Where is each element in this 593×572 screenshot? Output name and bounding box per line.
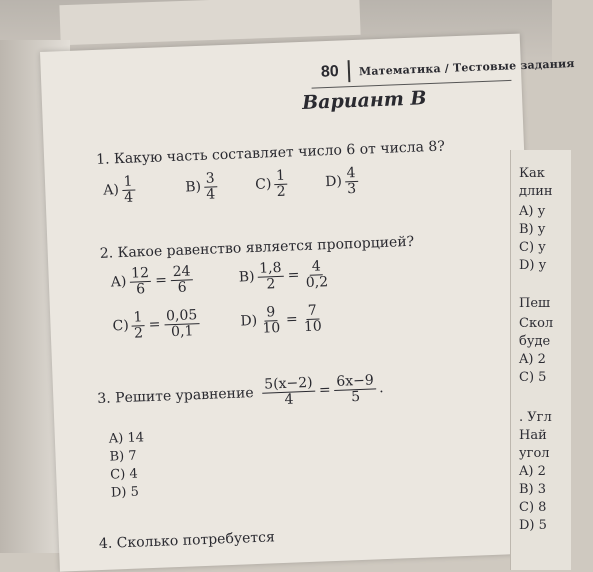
facing-line: C) 5 [519,370,547,385]
facing-line: D) 5 [519,518,547,533]
facing-page [510,150,571,570]
q2-option-a: A) $\frac{12}{6}$ = $\frac{24}{6}$ [110,264,196,298]
facing-line: Пеш [519,296,551,311]
facing-line: длин [519,184,553,199]
facing-line: Скол [519,316,554,331]
q1-option-c: C) $\frac{1}{2}$ [254,167,286,200]
facing-line: A) 2 [519,352,546,367]
facing-line: угол [519,446,550,461]
fraction: $\frac{3}{4}$ [205,170,216,203]
fraction: $\frac{1}{4}$ [123,173,134,206]
header-divider [347,60,350,82]
equation-right: $\frac{6x-9}{5}$ [334,373,377,405]
fraction: $\frac{4}{0,2}$ [305,258,329,291]
q1-option-d: D) $\frac{4}{3}$ [324,164,357,197]
fraction: $\frac{1}{2}$ [275,167,286,200]
facing-line: C) у [519,240,546,255]
question-1: 1. Какую часть составляет число 6 от числа 8? [95,138,446,168]
facing-line: C) 8 [519,500,547,515]
fraction: $\frac{1,8}{2}$ [257,261,284,292]
fraction: $\frac{4}{3}$ [346,164,357,197]
fraction: $\frac{0,05}{0,1}$ [164,308,200,340]
facing-line: D) у [519,258,547,273]
q3-answer-b: B) 7 [109,448,137,465]
textbook-page [40,34,575,572]
q3-answer-a: A) 14 [108,430,145,447]
q2-option-d: D) $\frac{9}{10}$ = $\frac{7}{10}$ [240,302,323,337]
facing-line: Как [519,166,545,181]
fraction: $\frac{1}{2}$ [133,309,144,342]
q2-option-b: B) $\frac{1,8}{2}$ = $\frac{4}{0,2}$ [238,258,329,293]
facing-line: A) у [519,204,546,219]
page-header [321,51,575,83]
facing-line: . Угл [519,410,552,425]
question-2: 2. Какое равенство является пропорцией? [99,233,415,262]
fraction: $\frac{12}{6}$ [129,266,152,297]
q1-option-a: A) $\frac{1}{4}$ [103,173,134,206]
question-4: 4. Сколько потребуется [98,529,276,553]
facing-line: B) у [519,222,546,237]
page-number: 80 [320,63,340,81]
q1-option-b: B) $\frac{3}{4}$ [185,170,216,203]
variant-title: Вариант В [301,87,427,114]
facing-line: B) 3 [519,482,547,497]
q2-option-c: C) $\frac{1}{2}$ = $\frac{0,05}{0,1}$ [112,308,203,342]
q3-answer-c: C) 4 [110,466,138,483]
q3-answer-d: D) 5 [110,484,140,501]
facing-line: Най [519,428,547,443]
facing-line: A) 2 [519,464,546,479]
fraction: $\frac{24}{6}$ [170,264,193,295]
running-title: Математика / Тестовые задания [358,56,575,79]
fraction: $\frac{7}{10}$ [303,302,323,335]
fraction: $\frac{9}{10}$ [262,304,281,337]
question-3: 3. Решите уравнение $\frac{5(x-2)}{4}$ = $\frac{6x-9}{5}$ . [97,372,384,408]
equation-left: $\frac{5(x-2)}{4}$ [262,376,316,408]
facing-line: буде [519,334,551,349]
